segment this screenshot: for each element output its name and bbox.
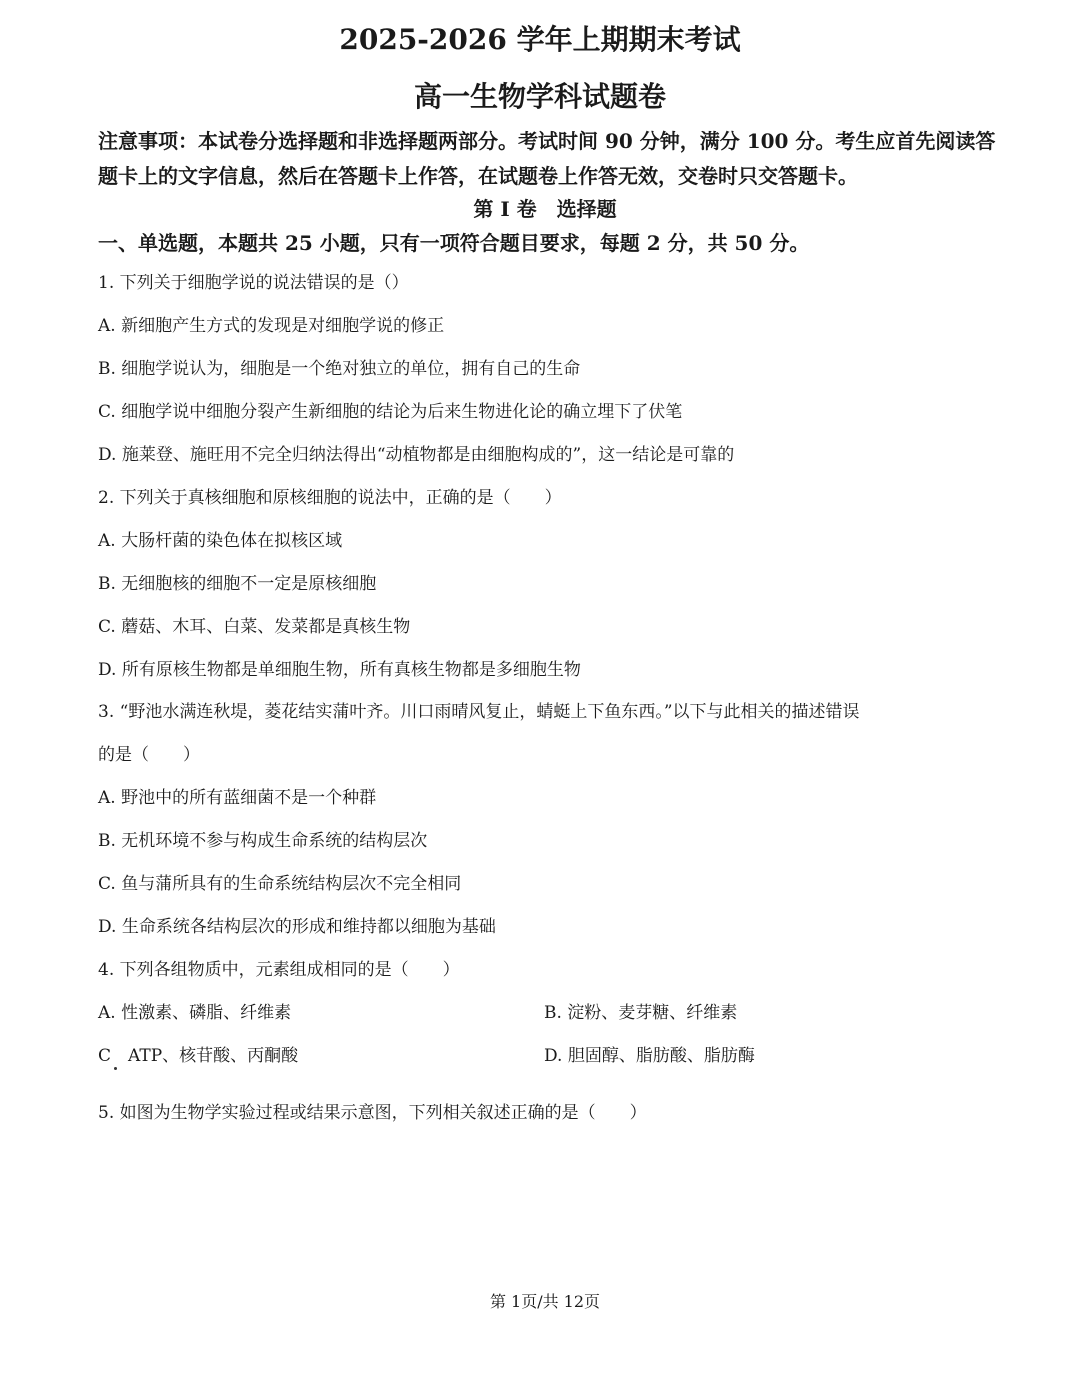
question-5-stem: 5. 如图为生物学实验过程或结果示意图，下列相关叙述正确的是（ ） <box>98 1103 647 1123</box>
question-1-option-c: C. 细胞学说中细胞分裂产生新细胞的结论为后来生物进化论的确立埋下了伏笔 <box>98 402 683 422</box>
page-footer: 第 1页/共 12页 <box>489 1292 601 1311</box>
exam-subtitle: 高一生物学科试题卷 <box>413 80 666 113</box>
section-title: 第 I 卷 选择题 <box>473 197 617 221</box>
question-1-option-a: A. 新细胞产生方式的发现是对细胞学说的修正 <box>98 316 445 336</box>
question-3-option-b: B. 无机环境不参与构成生命系统的结构层次 <box>98 831 428 851</box>
question-4-option-d: D. 胆固醇、脂肪酸、脂肪酶 <box>544 1046 755 1066</box>
question-2-stem: 2. 下列关于真核细胞和原核细胞的说法中，正确的是（ ） <box>98 488 562 508</box>
question-2-option-c: C. 蘑菇、木耳、白菜、发菜都是真核生物 <box>98 617 411 637</box>
question-1-stem: 1. 下列关于细胞学说的说法错误的是（） <box>98 273 409 293</box>
question-3-option-a: A. 野池中的所有蓝细菌不是一个种群 <box>98 788 377 808</box>
part-title: 一、单选题，本题共 25 小题，只有一项符合题目要求，每题 2 分，共 50 分。 <box>98 231 810 255</box>
notice-text: 注意事项：本试卷分选择题和非选择题两部分。考试时间 90 分钟，满分 100 分。考生应首先阅读答题卡上的文字信息，然后在答题卡上作答，在试题卷上作答无效，交卷时只交答题卡。 <box>98 129 996 188</box>
question-2-option-b: B. 无细胞核的细胞不一定是原核细胞 <box>98 574 377 594</box>
question-3-stem-line2: 的是（ ） <box>98 745 200 765</box>
question-2-option-a: A. 大肠杆菌的染色体在拟核区域 <box>98 531 343 551</box>
question-1-option-d: D. 施莱登、施旺用不完全归纳法得出“动植物都是由细胞构成的”，这一结论是可靠的 <box>98 445 735 465</box>
question-3-option-d: D. 生命系统各结构层次的形成和维持都以细胞为基础 <box>98 917 496 937</box>
question-4-option-a: A. 性激素、磷脂、纤维素 <box>98 1003 292 1023</box>
question-4-option-c: C ATP、核苷酸、丙酮酸 <box>98 1046 299 1066</box>
question-4-stem: 4. 下列各组物质中，元素组成相同的是（ ） <box>98 960 460 980</box>
question-3-stem-line1: 3. “野池水满连秋堤，菱花结实蒲叶齐。川口雨晴风复止，蜻蜓上下鱼东西。”以下与此相关的描述错误 <box>98 702 860 722</box>
question-4-option-b: B. 淀粉、麦芽糖、纤维素 <box>544 1003 738 1023</box>
scan-speck <box>114 1067 117 1070</box>
question-3-option-c: C. 鱼与蒲所具有的生命系统结构层次不完全相同 <box>98 874 462 894</box>
question-1-option-b: B. 细胞学说认为，细胞是一个绝对独立的单位，拥有自己的生命 <box>98 359 581 379</box>
question-2-option-d: D. 所有原核生物都是单细胞生物，所有真核生物都是多细胞生物 <box>98 660 581 680</box>
exam-title: 2025-2026 学年上期期末考试 <box>339 23 741 56</box>
